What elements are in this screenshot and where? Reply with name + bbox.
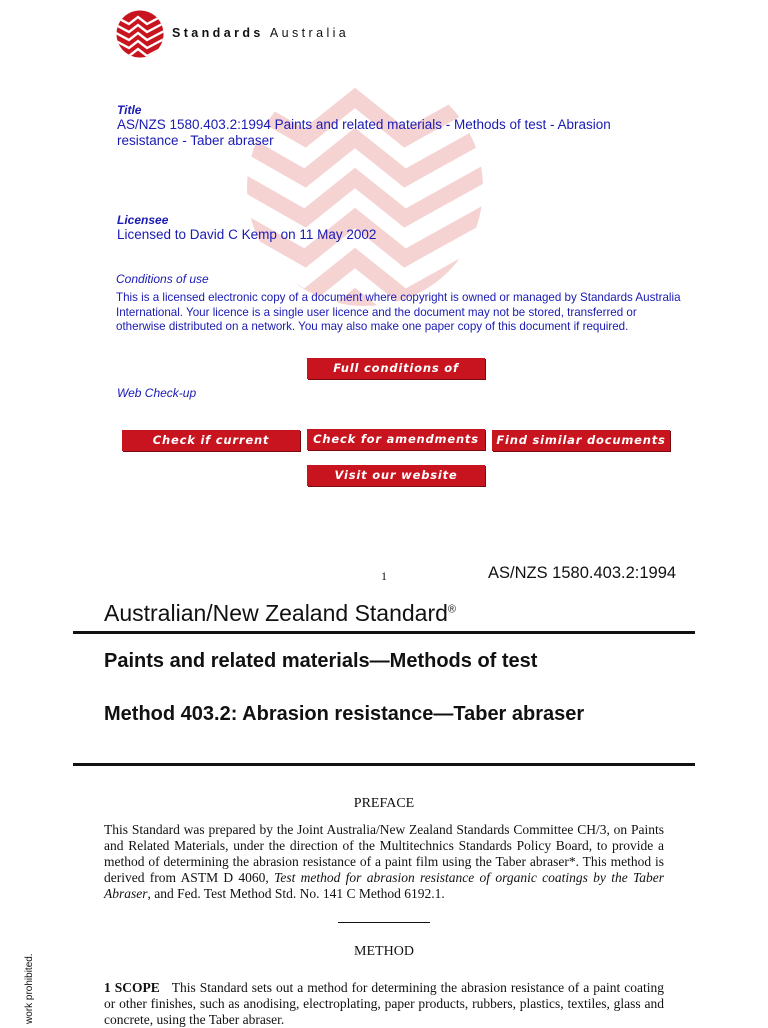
web-checkup-label: Web Check-up bbox=[117, 386, 197, 400]
standard-code: AS/NZS 1580.403.2:1994 bbox=[488, 564, 677, 582]
preface-text-a: This Standard was prepared by the Joint Australia/New Zealand Standards Committee CH/3, on Paints and Related Materials, under the direction of the Multitechnics Standards Policy Board, to provide a method of determining the abrasion resistance of a paint film using the Taber abraser*. This method is derived from ASTM D 4060, bbox=[104, 822, 664, 885]
standard-type bbox=[104, 600, 456, 627]
section-divider bbox=[338, 922, 430, 923]
scope-paragraph bbox=[104, 980, 664, 1028]
top-rule bbox=[73, 631, 695, 634]
heading-method: Method 403.2: Abrasion resistance—Taber abraser bbox=[104, 703, 585, 725]
registered-mark: ® bbox=[447, 603, 457, 616]
full-conditions-button[interactable]: Full conditions of licence bbox=[307, 358, 485, 379]
preface-text-italic: Test method for abrasion resistance of organic coatings by the Taber Abraser bbox=[104, 870, 665, 901]
brand-name-bold: Standards bbox=[172, 26, 264, 40]
licensee-label: Licensee bbox=[117, 213, 169, 227]
page-number: 1 bbox=[381, 569, 387, 583]
licensee-text: Licensed to David C Kemp on 11 May 2002 bbox=[117, 227, 377, 242]
conditions-text: This is a licensed electronic copy of a document where copyright is owned or managed by Standards Australia International. Your licence is a single user licence and the document may not be stored, transferred or otherwise distributed on a network. You may also make one paper copy of this document if required. bbox=[116, 291, 681, 334]
preface-heading: PREFACE bbox=[353, 796, 415, 811]
standard-type-text: Australian/New Zealand Standard bbox=[104, 600, 448, 626]
preface-text-b: , and Fed. Test Method Std. No. 141 C Method 6192.1. bbox=[147, 886, 445, 901]
bottom-rule bbox=[73, 763, 695, 766]
standards-australia-logo-icon bbox=[116, 10, 164, 58]
method-heading: METHOD bbox=[354, 944, 414, 959]
watermark-logo bbox=[245, 68, 485, 308]
check-if-current-button[interactable]: Check if current bbox=[122, 430, 300, 451]
scope-label: 1 SCOPE bbox=[104, 980, 160, 995]
heading-main: Paints and related materials—Methods of test bbox=[104, 650, 538, 672]
side-margin-text: work prohibited. bbox=[24, 953, 35, 1024]
visit-our-website-button[interactable]: Visit our website bbox=[307, 465, 485, 486]
conditions-label: Conditions of use bbox=[116, 272, 209, 286]
brand-name bbox=[172, 26, 349, 40]
preface-paragraph bbox=[104, 822, 664, 902]
title-text: AS/NZS 1580.403.2:1994 Paints and related materials - Methods of test - Abrasion resistance - Taber abraser bbox=[117, 117, 611, 148]
brand-name-light: Australia bbox=[269, 26, 350, 40]
scope-text: This Standard sets out a method for determining the abrasion resistance of a paint coating or other finishes, such as anodising, electroplating, paper products, rubbers, plastics, textiles, glass and concrete, using the Taber abraser. bbox=[104, 980, 665, 1027]
check-for-amendments-button[interactable]: Check for amendments bbox=[307, 429, 485, 450]
title-label: Title bbox=[117, 103, 142, 117]
find-similar-documents-button[interactable]: Find similar documents bbox=[492, 430, 670, 451]
